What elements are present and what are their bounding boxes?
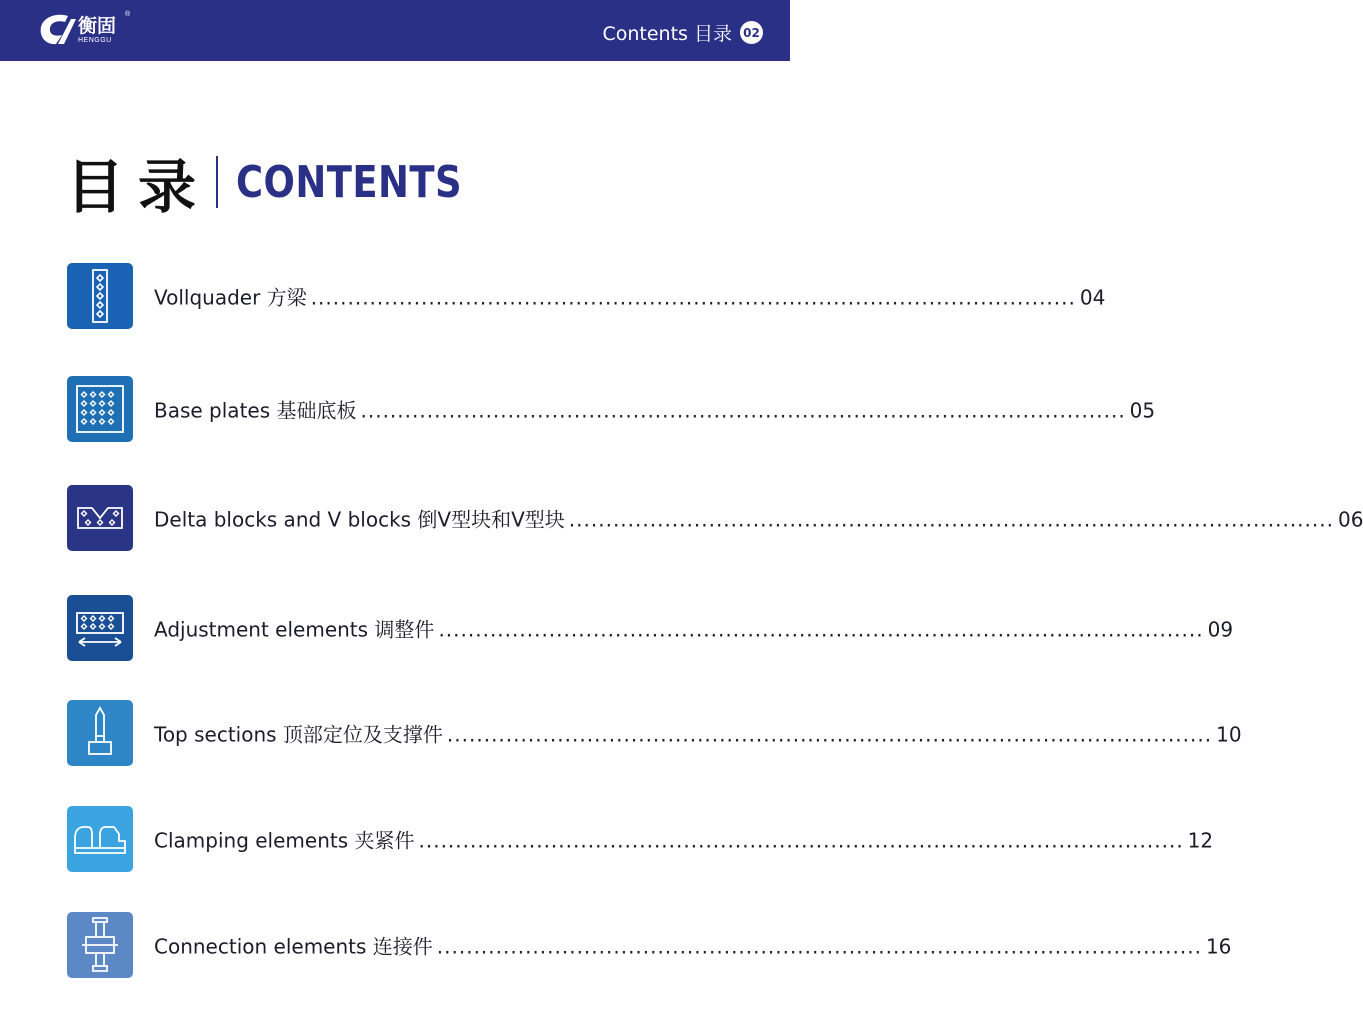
entry-page: 06 bbox=[1337, 507, 1363, 532]
header-bar bbox=[0, 0, 790, 61]
entry-label: Connection elements 连接件 bbox=[154, 934, 433, 959]
toc-entry[interactable] bbox=[67, 700, 1242, 766]
brand-logo[interactable] bbox=[38, 11, 131, 47]
title-divider bbox=[216, 156, 218, 208]
entry-page: 16 bbox=[1205, 934, 1232, 959]
header-label: Contents 目录 bbox=[602, 23, 732, 45]
entry-label: Delta blocks and V blocks 倒V型块和V型块 bbox=[154, 507, 565, 532]
leader-dots: ........................................................................................................ bbox=[438, 617, 1204, 642]
entry-page: 05 bbox=[1129, 398, 1156, 423]
leader-dots: ........................................................................................................ bbox=[446, 722, 1213, 747]
leader-dots: ........................................................................................................ bbox=[310, 285, 1076, 310]
leader-dots: ........................................................................................................ bbox=[418, 828, 1184, 853]
brand-name-cn: 衡固 bbox=[78, 14, 117, 37]
brand-name-en: HENGGU bbox=[78, 36, 112, 44]
page-number-badge: 02 bbox=[740, 21, 763, 44]
top-section-icon bbox=[67, 700, 133, 766]
title-cn: 目录 bbox=[66, 153, 211, 221]
toc-entry[interactable] bbox=[67, 912, 1232, 978]
leader-dots: ........................................................................................................ bbox=[360, 398, 1126, 423]
header-section-label bbox=[602, 19, 763, 46]
entry-label: Top sections 顶部定位及支撑件 bbox=[154, 722, 443, 747]
leader-dots: ........................................................................................................ bbox=[436, 934, 1202, 959]
entry-label: Clamping elements 夹紧件 bbox=[154, 828, 415, 853]
base-plate-icon bbox=[67, 376, 133, 442]
entry-label: Base plates 基础底板 bbox=[154, 398, 357, 423]
entry-page: 09 bbox=[1207, 617, 1234, 642]
clamping-icon bbox=[67, 806, 133, 872]
toc-entry[interactable] bbox=[67, 263, 1106, 329]
entry-page: 10 bbox=[1216, 722, 1242, 747]
v-block-icon bbox=[67, 485, 133, 551]
entry-label: Vollquader 方梁 bbox=[154, 285, 307, 310]
toc-entry[interactable] bbox=[67, 485, 1363, 551]
entry-page: 12 bbox=[1187, 828, 1214, 853]
adjustment-icon bbox=[67, 595, 133, 661]
page-title bbox=[66, 140, 505, 224]
entry-label: Adjustment elements 调整件 bbox=[154, 617, 435, 642]
toc-entry[interactable] bbox=[67, 595, 1234, 661]
toc-entry[interactable] bbox=[67, 376, 1156, 442]
toc-entry[interactable] bbox=[67, 806, 1214, 872]
connection-icon bbox=[67, 912, 133, 978]
entry-page: 04 bbox=[1079, 285, 1106, 310]
vollquader-icon bbox=[67, 263, 133, 329]
title-en: CONTENTS bbox=[236, 156, 463, 208]
logo-mark-icon bbox=[38, 13, 76, 47]
registered-mark: ® bbox=[125, 11, 131, 18]
leader-dots: ........................................................................................................ bbox=[568, 507, 1334, 532]
